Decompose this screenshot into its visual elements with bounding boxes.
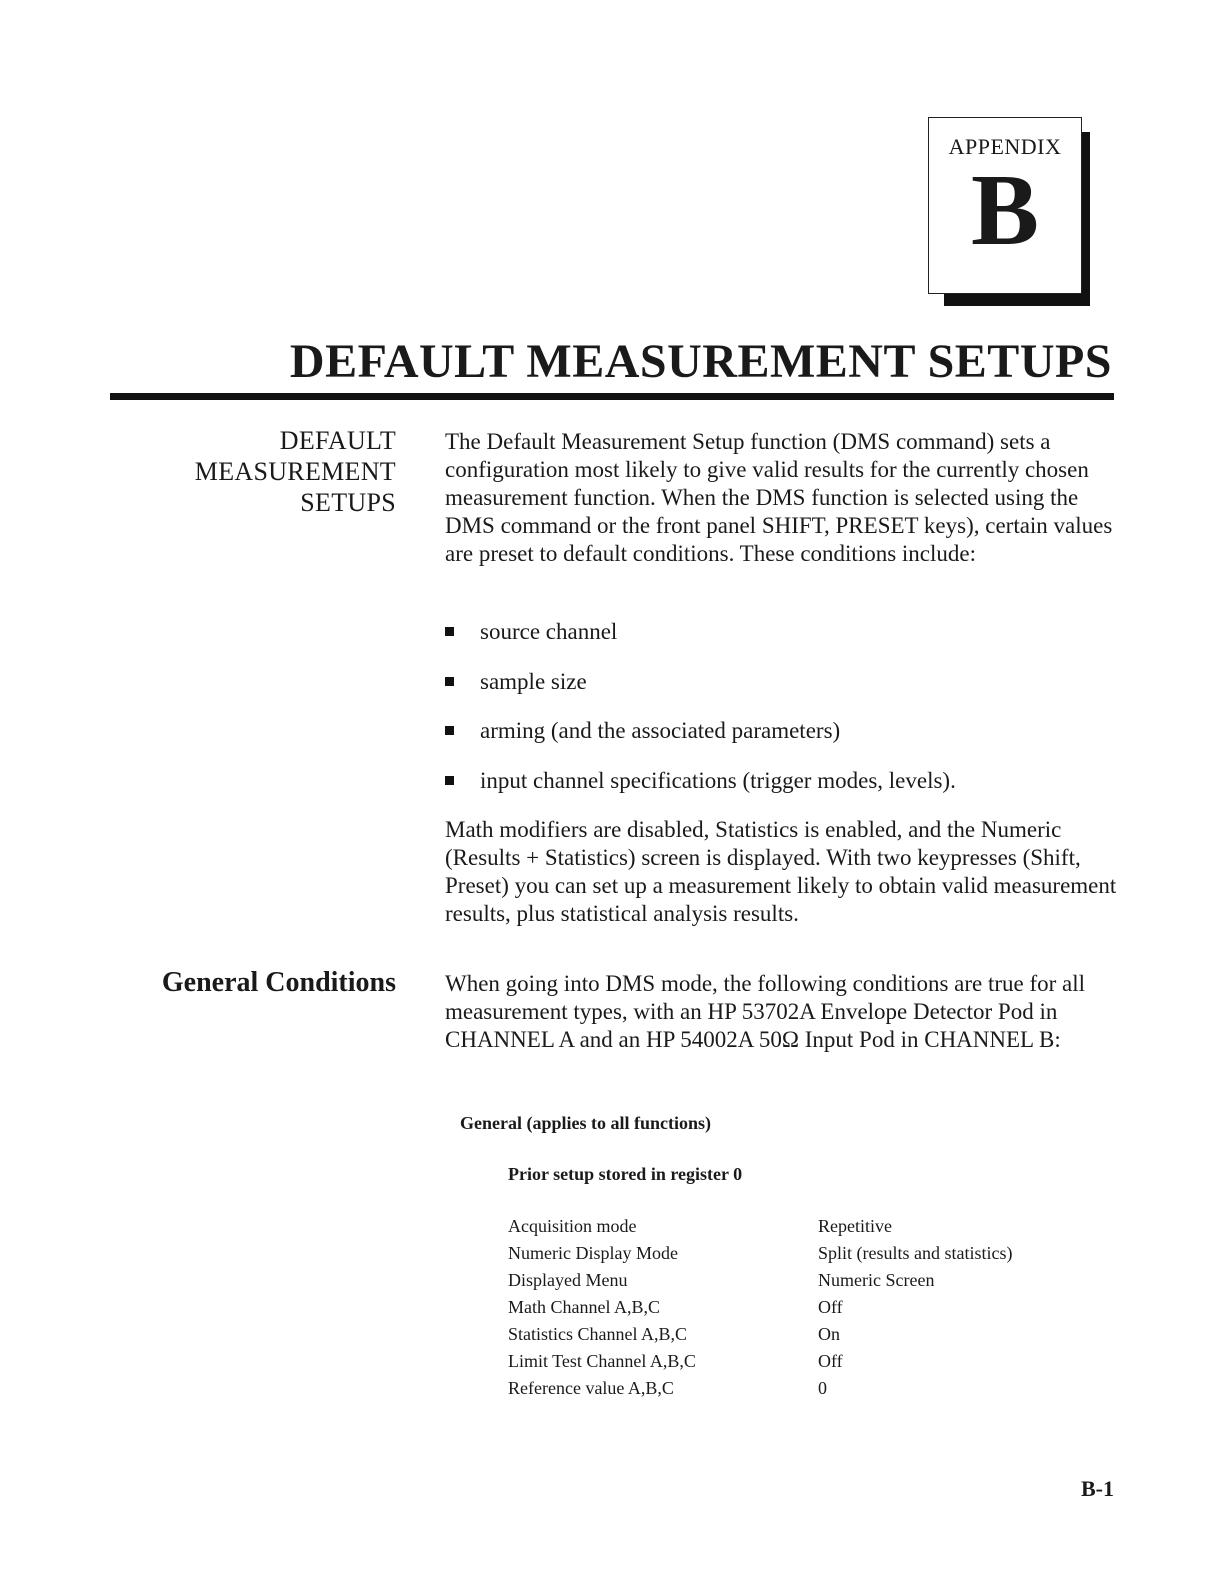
list-item-text: input channel specifications (trigger modes, levels).	[480, 767, 956, 793]
table-row	[508, 1294, 1012, 1321]
setting-value: On	[818, 1324, 840, 1344]
setting-name: Limit Test Channel A,B,C	[508, 1351, 696, 1371]
section-heading-line: DEFAULT	[279, 426, 396, 455]
section-heading-line: MEASUREMENT	[194, 457, 396, 486]
setting-value: Off	[818, 1297, 843, 1317]
section-heading-line: SETUPS	[300, 488, 396, 517]
table-row	[508, 1375, 1012, 1402]
setting-name: Numeric Display Mode	[508, 1243, 678, 1263]
closing-paragraph: Math modifiers are disabled, Statistics is enabled, and the Numeric (Results + Statistics) screen is displayed. With two keypresses (Shift, Preset) you can set up a measurement likely to obtain valid measurement results, plus statistical analysis results.	[445, 817, 1117, 926]
list-item	[445, 767, 956, 817]
table-row	[508, 1213, 1012, 1240]
setting-name: Displayed Menu	[508, 1270, 628, 1290]
bullet-square-icon	[445, 677, 454, 686]
subheading-prior-setup: Prior setup stored in register 0	[508, 1164, 743, 1184]
table-row	[508, 1348, 1012, 1375]
setting-name: Reference value A,B,C	[508, 1378, 674, 1398]
appendix-box	[928, 117, 1082, 294]
section-heading-general-conditions: General Conditions	[161, 967, 396, 998]
appendix-letter: B	[970, 154, 1040, 267]
subheading-general: General (applies to all functions)	[460, 1113, 711, 1133]
title-rule	[110, 393, 1114, 400]
intro-paragraph: The Default Measurement Setup function (DMS command) sets a configuration most likely to give valid results for the currently chosen measurement function. When the DMS function is selected using the DMS command or the front panel SHIFT, PRESET keys), certain values are preset to default conditions. These conditions include:	[445, 429, 1113, 566]
bullet-square-icon	[445, 726, 454, 735]
setting-name: Math Channel A,B,C	[508, 1297, 660, 1317]
table-row	[508, 1240, 1012, 1267]
appendix-label: APPENDIX	[948, 134, 1062, 159]
setting-value: Numeric Screen	[818, 1270, 935, 1290]
setting-value: Repetitive	[818, 1216, 892, 1236]
table-row	[508, 1321, 1012, 1348]
list-item	[445, 618, 956, 668]
list-item	[445, 668, 956, 718]
general-conditions-paragraph: When going into DMS mode, the following conditions are true for all measurement types, with an HP 53702A Envelope Detector Pod in CHANNEL A and an HP 54002A 50Ω Input Pod in CHANNEL B:	[445, 971, 1086, 1052]
setting-value: Off	[818, 1351, 843, 1371]
list-item-text: arming (and the associated parameters)	[480, 718, 841, 743]
appendix-box-shadow	[1081, 132, 1090, 306]
chapter-title: DEFAULT MEASUREMENT SETUPS	[289, 335, 1112, 388]
list-item-text: source channel	[480, 619, 618, 644]
conditions-list	[445, 618, 956, 816]
settings-table	[508, 1213, 1012, 1402]
setting-value: 0	[818, 1378, 827, 1398]
setting-value: Split (results and statistics)	[818, 1243, 1013, 1263]
list-item-text: sample size	[480, 668, 587, 694]
bullet-square-icon	[445, 776, 454, 785]
section-heading-default-measurement-setups	[195, 425, 396, 518]
appendix-box-shadow	[944, 292, 1090, 306]
bullet-square-icon	[445, 627, 454, 636]
page-number: B-1	[1081, 1476, 1114, 1501]
table-row	[508, 1267, 1012, 1294]
setting-name: Acquisition mode	[508, 1216, 637, 1236]
list-item	[445, 717, 956, 767]
setting-name: Statistics Channel A,B,C	[508, 1324, 688, 1344]
